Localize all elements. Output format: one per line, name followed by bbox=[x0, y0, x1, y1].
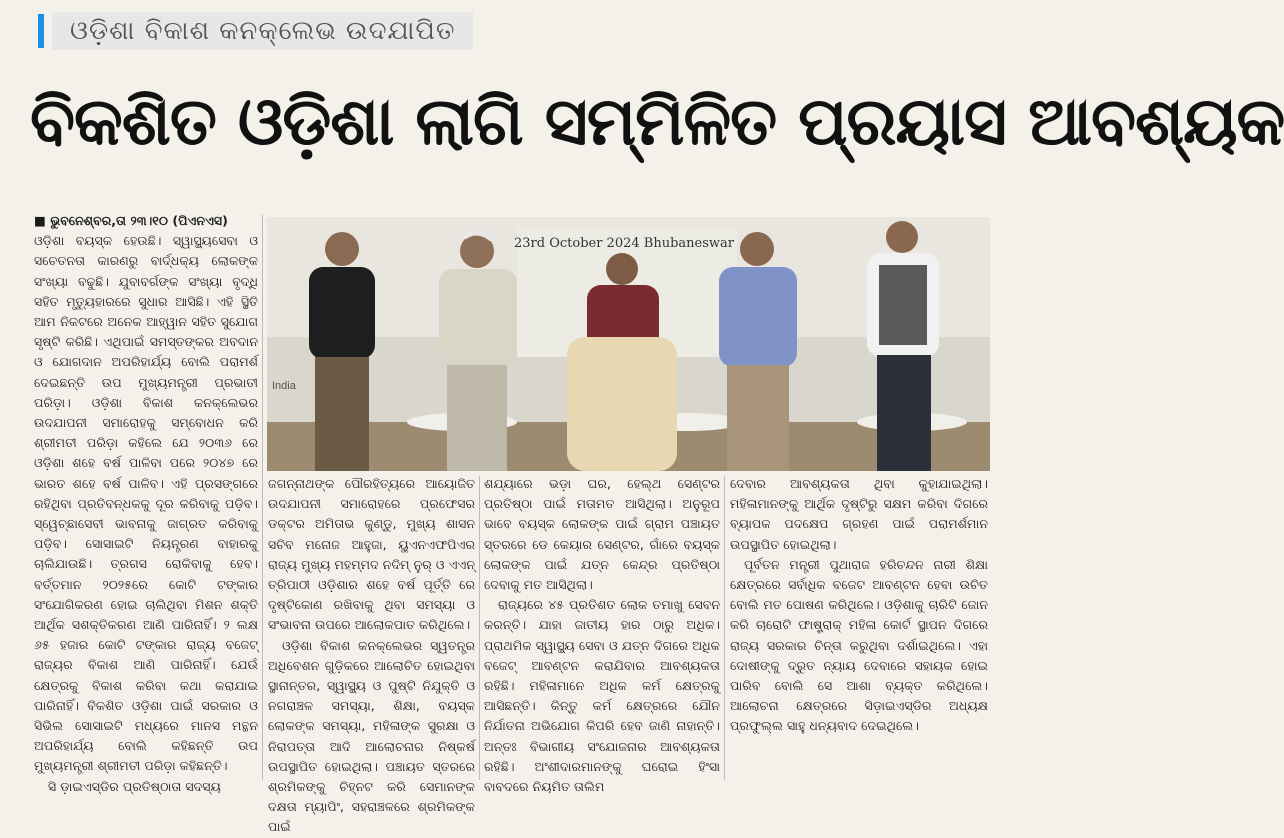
banner-left-text: India bbox=[272, 380, 296, 392]
paragraph: ଓଡ଼ିଶା ବୟସ୍କ ହେଉଛି। ସ୍ୱାସ୍ଥ୍ୟସେବା ଓ ସଚେତନତା କାରଣରୁ ବାର୍ଦ୍ଧକ୍ୟ ଲୋକଙ୍କ ସଂଖ୍ୟା ବଢୁଛି। ଯୁବାବର୍ଗଙ୍କ ସଂଖ୍ୟା ବୃଦ୍ଧି ସହିତ ମୃତ୍ୟୁହାରରେ ସୁଧାର ଆସିଛି। ଏହି ସ୍ଥିତି ଆମ ନିକଟରେ ଅନେକ ଆହ୍ୱାନ ସହିତ ସୁଯୋଗ ସୃଷ୍ଟି କରିଛି। ଏଥିପାଇଁ ସମସ୍ତଙ୍କର ଅବଦାନ ଓ ଯୋଗଦାନ ଅପରିହାର୍ଯ୍ୟ ବୋଲି ପରାମର୍ଶ ଦେଇଛନ୍ତି ଉପ ମୁଖ୍ୟମନ୍ତ୍ରୀ ପ୍ରଭାତୀ ପରିଡ଼ା। ଓଡ଼ିଶା ବିକାଶ କନକ୍ଲେଭର ଉଦଯାପନୀ ସମାରୋହକୁ ସମ୍ବୋଧନ କରି ଶ୍ରୀମତୀ ପରିଡ଼ା କହିଲେ ଯେ ୨୦୩୬ ରେ ଓଡ଼ିଶା ଶହେ ବର୍ଷ ପାଳିବା ପରେ ୨୦୪୭ ରେ ଭାରତ ଶହେ ବର୍ଷ ପାଳିବ। ଏହି ପ୍ରସଙ୍ଗରେ ରହିଥିବା ପ୍ରତିବନ୍ଧକକୁ ଦୂର କରିବାକୁ ପଡ଼ିବ। ସ୍ୱେଚ୍ଛାସେବୀ ଭାବନାକୁ ଜାଗ୍ରତ କରିବାକୁ ପଡ଼ିବ। ସୋସାଇଟି ନିୟନ୍ତ୍ରଣ ବାହାରକୁ ଚାଲିଯାଉଛି। ତ୍ରଗସ ରୋକିବାକୁ ହେବ। ବର୍ତ୍ତମାନ ୨୦୨୫ରେ କୋଟି ଟଙ୍କାର ସଂଯୋଗିକରଣ ହୋଇ ଚାଲିଥିବା ମିଶନ ଶକ୍ତି ଆର୍ଥିକ ସଶକ୍ତିକରଣ ଆଣି ପାରିନାହିଁ। ୨ ଲକ୍ଷ ୬୫ ହଜାର କୋଟି ଟଙ୍କାର ରାଜ୍ୟ ବଜେଟ୍ ରାଜ୍ୟର ବିକାଶ ଆଣି ପାରିନାହିଁ। ଯେଉଁ କ୍ଷେତ୍ରକୁ ବିକାଶ କରିବା କଥା କରାଯାଇ ପାରିନାହିଁ। ବିକଶିତ ଓଡ଼ିଶା ପାଇଁ ସରକାର ଓ ସିଭିଲ ସୋସାଇଟି ମଧ୍ୟରେ ମାନସ ମନ୍ଥନ ଅପରିହାର୍ଯ୍ୟ ବୋଲି କହିଛନ୍ତି ଉପ ମୁଖ୍ୟମନ୍ତ୍ରୀ ଶ୍ରୀମତୀ ପରିଡ଼ା କହିଛନ୍ତି। bbox=[34, 233, 258, 774]
paragraph: ଜଗନ୍ନାଥଙ୍କ ପୌରହିତ୍ୟରେ ଆୟୋଜିତ ଉଦଯାପନୀ ସମାରୋହରେ ପ୍ରଫେସର ଡକ୍ଟର ଅମିତାଭ କୁଣ୍ଡୁ, ମୁଖ୍ୟ ଶାସନ ସଚିବ ମନୋଜ ଆହୁଜା, ୟୁଏନଏଫପିଏର ରାଜ୍ୟ ମୁଖ୍ୟ ମହମ୍ମଦ ନଦିମ୍ ନୁର୍ ଓ ଏଏନ୍ ତ୍ରିପାଠୀ ଓଡ଼ିଶାର ଶହେ ବର୍ଷ ପୂର୍ତ୍ତି ରେ ଦୃଷ୍ଟିକୋଣ ରଖିବାକୁ ଥିବା ସମସ୍ୟା ଓ ସଂଭାବନା ଉପରେ ଆଲୋକପାତ କରିଥିଲେ। bbox=[268, 476, 475, 633]
event-photo bbox=[267, 217, 990, 471]
backdrop-text: 23rd October 2024 Bhubaneswar bbox=[514, 236, 734, 251]
paragraph: ରାଜ୍ୟରେ ୪୫ ପ୍ରତିଶତ ଲୋକ ତମାଖୁ ସେବନ କରନ୍ତି। ଯାହା ଜାତୀୟ ହାର ଠାରୁ ଅଧିକ। ପ୍ରାଥମିକ ସ୍ୱାସ୍ଥ୍ୟ ସେବା ଓ ଯତ୍ନ ଦିଗରେ ଅଧିକ ବଜେଟ୍ ଆବଣ୍ଟନ କରାଯିବାର ଆବଶ୍ୟକତା ରହିଛି। ମହିଳାମାନେ ଅଧିକ କର୍ମ କ୍ଷେତ୍ରକୁ ଆସିଛନ୍ତି। କିନ୍ତୁ କର୍ମ କ୍ଷେତ୍ରରେ ଯୌନ ନିର୍ଯାତନା ଅଭିଯୋଗ କିପରି ହେବ ଜାଣି ନାହାନ୍ତି। ଅନ୍ତଃ ବିଭାଗୀୟ ସଂଯୋଜନାର ଆବଶ୍ୟକତା ରହିଛି। ଅଂଶୀଦାରମାନଙ୍କୁ ଘରୋଇ ହିଂସା ବାବଦରେ ନିୟମିତ ତାଲିମ bbox=[484, 597, 720, 795]
panel-discussion-photo bbox=[267, 217, 990, 471]
column-divider bbox=[724, 476, 725, 780]
kicker-accent-bar bbox=[38, 14, 44, 48]
headline: ବିକଶିତ ଓଡ଼ିଶା ଲାଗି ସମ୍ମିଳିତ ପ୍ରୟାସ ଆବଶ୍ୟକ bbox=[30, 83, 1284, 160]
paragraph: ଦେବାର ଆବଶ୍ୟକତା ଥିବା କୁହାଯାଇଥିଲା। ମହିଳାମାନଙ୍କୁ ଆର୍ଥିକ ଦୃଷ୍ଟିରୁ ସକ୍ଷମ କରିବା ଦିଗରେ ବ୍ୟାପକ ପଦକ୍ଷେପ ଗ୍ରହଣ ପାଇଁ ପରାମର୍ଶମାନ ଉପସ୍ଥାପିତ ହୋଇଥିଲା। bbox=[730, 476, 988, 552]
article-column-4 bbox=[730, 474, 988, 781]
kicker-label: ଓଡ଼ିଶା ବିକାଶ କନକ୍ଲେଭ ଉଦଯାପିତ bbox=[52, 12, 473, 50]
paragraph: ଶଯ୍ୟାରେ ଭଡ଼ା ଘର, ହେଲ୍ଥ ସେଣ୍ଟର ପ୍ରତିଷ୍ଠା ପାଇଁ ମତାମତ ଆସିଥିଲା। ଅନୁରୂପ ଭାବେ ବୟସ୍କ ଲୋକଙ୍କ ପାଇଁ ଗ୍ରାମ ପଞ୍ଚାୟତ ସ୍ତରରେ ଡେ କେୟାର ସେଣ୍ଟର, ଗାଁରେ ବୟସ୍କ ଲୋକଙ୍କ ପାଇଁ ଯତ୍ନ କେନ୍ଦ୍ର ପ୍ରତିଷ୍ଠା ଦେବାକୁ ମତ ଆସିଥିଲା। bbox=[484, 476, 720, 593]
paragraph: ସି ଡ଼ାଇଏସ୍‌ଡିର ପ୍ରତିଷ୍ଠାତା ସଦସ୍ୟ bbox=[48, 778, 221, 794]
paragraph: ପୂର୍ବତନ ମନ୍ତ୍ରୀ ପୁଥାରାଜ ହରିଚନ୍ଦନ ନାରୀ ଶିକ୍ଷା କ୍ଷେତ୍ରରେ ସର୍ବାଧିକ ବଜେଟ ଆବଣ୍ଟନ ହେବା ଉଚିତ ବୋଲି ମତ ପୋଷଣ କରିଥିଲେ। ଓଡ଼ିଶାକୁ ଚାରିଟି ଜୋନ କରି ଚାରୋଟି ଫାଷ୍ଟ୍ରାକ୍ ମହିଳା କୋର୍ଟ ସ୍ଥାପନ ଦିଗରେ ରାଜ୍ୟ ସରକାର ଚିନ୍ତା କରୁଥିବା ଦର୍ଶାଇଥିଲେ। ଏହା ଦୋଷୀଙ୍କୁ ଦ୍ରୁତ ନ୍ୟାୟ ଦେବାରେ ସହାୟକ ହୋଇ ପାରିବ ବୋଲି ସେ ଆଶା ବ୍ୟକ୍ତ କରିଥିଲେ। ଆଲୋଚନା କ୍ଷେତ୍ରରେ ସିଡ଼ାଇଏସ୍‌ଡିର ଅଧ୍ୟକ୍ଷ ପ୍ରଫୁଲ୍ଲ ସାହୁ ଧନ୍ୟବାଦ ଦେଇଥିଲେ। bbox=[730, 556, 988, 734]
column-divider bbox=[262, 215, 263, 780]
article-column-1 bbox=[34, 211, 258, 794]
article-column-2 bbox=[268, 474, 475, 835]
column-divider bbox=[479, 476, 480, 780]
article-column-3 bbox=[484, 474, 720, 795]
paragraph: ଓଡ଼ିଶା ବିକାଶ କନକ୍ଲେଭର ସ୍ୱତନ୍ତ୍ର ଅଧିବେଶନ ଗୁଡ଼ିକରେ ଆଲୋଚିତ ହୋଇଥିବା ସ୍ଥାନାନ୍ତର, ସ୍ୱାସ୍ଥ୍ୟ ଓ ପୁଷ୍ଟି ନିଯୁକ୍ତି ଓ ନଗରାଞ୍ଚଳ ସମସ୍ୟା, ଶିକ୍ଷା, ବୟସ୍କ ଲୋକଙ୍କ ସମସ୍ୟା, ମହିଳାଙ୍କ ସୁରକ୍ଷା ଓ ନିରାପତ୍ତା ଆଦି ଆଲୋଚନାର ନିଷ୍କର୍ଷ ଉପସ୍ଥାପିତ ହୋଇଥିଲା। ପଞ୍ଚାୟତ ସ୍ତରରେ ଶ୍ରମିକଙ୍କୁ ଚିହ୍ନଟ କରି ସେମାନଙ୍କ ଦକ୍ଷତା ମ୍ୟାପିଂ, ସହରାଞ୍ଚଳରେ ଶ୍ରମିକଙ୍କ ପାଇଁ bbox=[268, 637, 475, 835]
dateline: ■ ଭୁବନେଶ୍ବର,ତା ୨୩।୧୦ (ପିଏନଏସ) bbox=[34, 213, 228, 228]
